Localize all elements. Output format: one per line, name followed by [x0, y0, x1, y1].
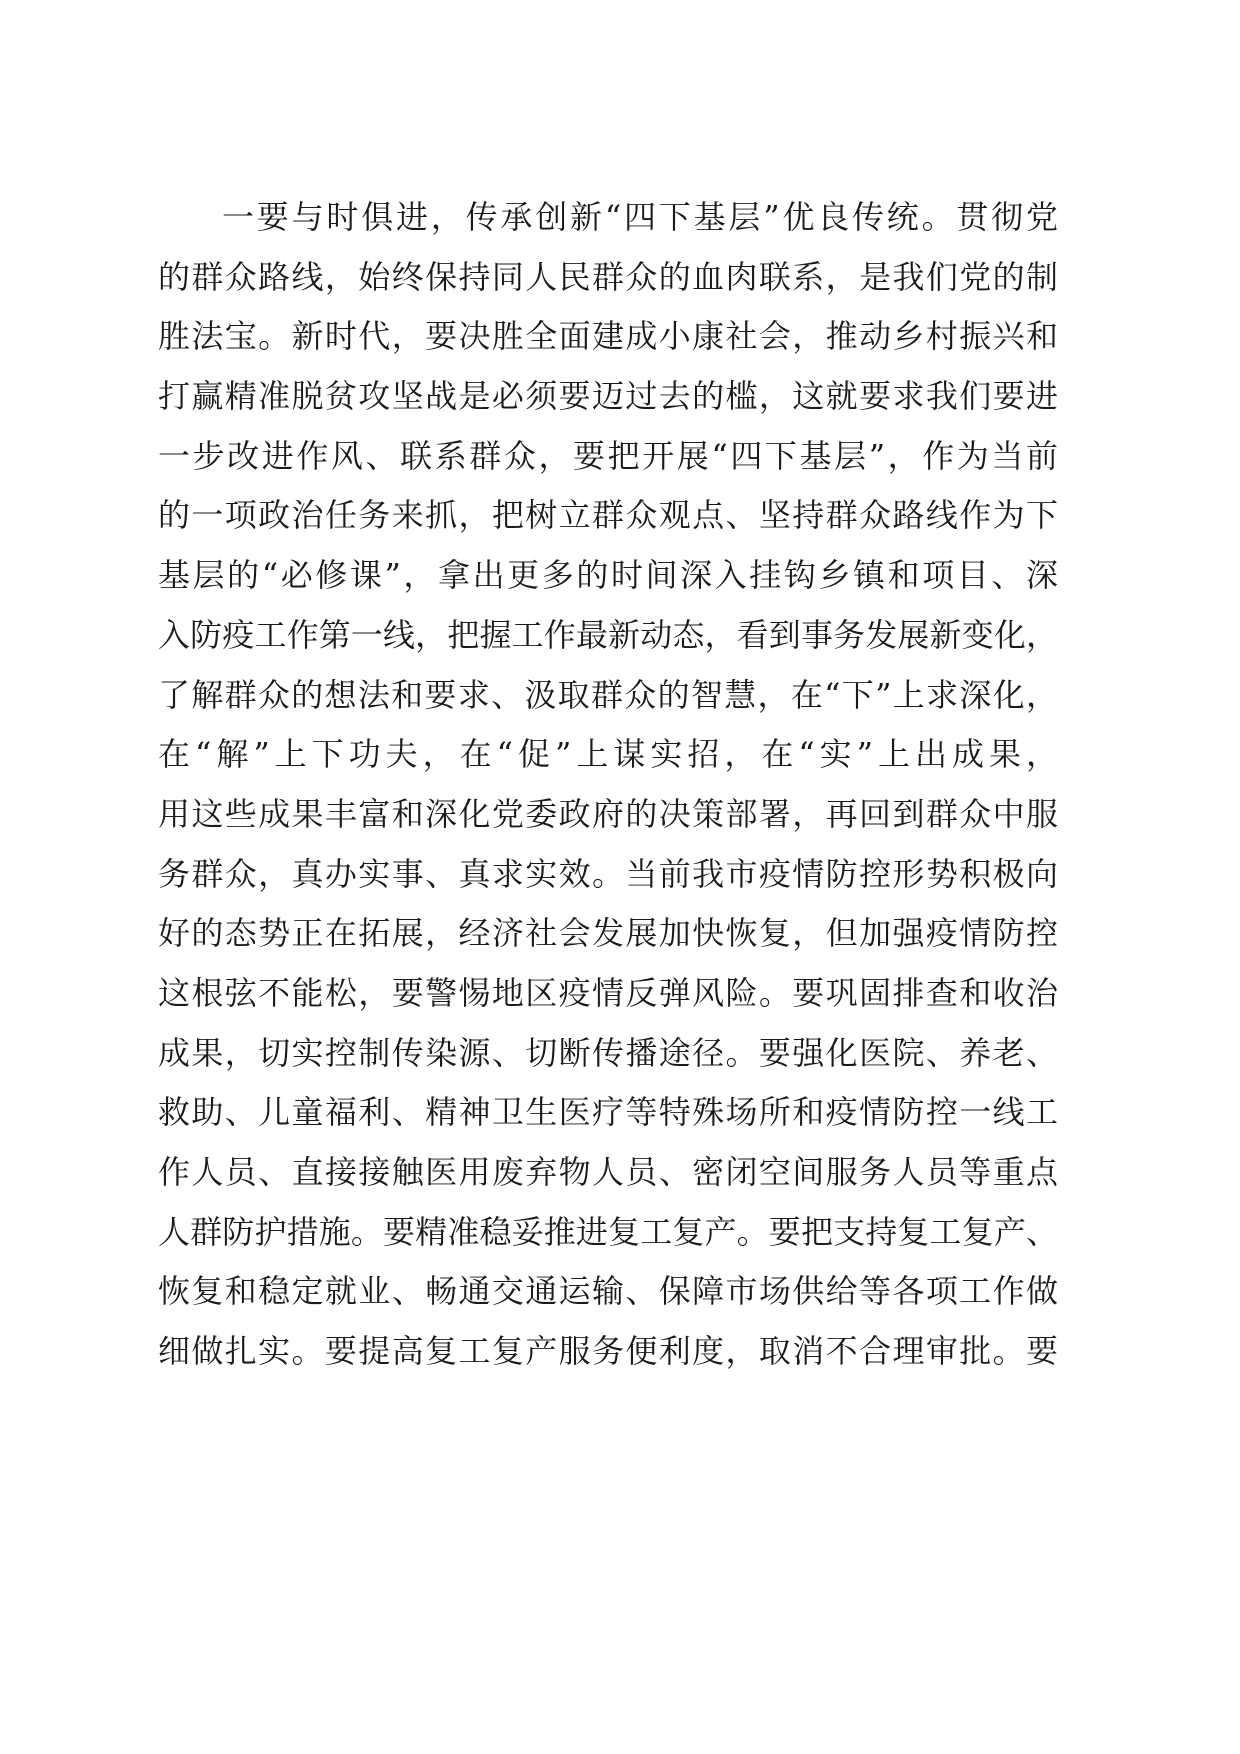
paragraph-line: 救助、儿童福利、精神卫生医疗等特殊场所和疫情防控一线工	[158, 1093, 1058, 1132]
paragraph-line: 用这些成果丰富和深化党委政府的决策部署，再回到群众中服	[158, 794, 1058, 833]
paragraph-line: 细做扎实。要提高复工复产服务便利度，取消不合理审批。要	[158, 1332, 1058, 1371]
paragraph-line: 在“解”上下功夫，在“促”上谋实招，在“实”上出成果，	[158, 735, 1058, 774]
paragraph-line: 一步改进作风、联系群众，要把开展“四下基层”，作为当前	[158, 436, 1058, 475]
paragraph-line: 一要与时俱进，传承创新“四下基层”优良传统。贯彻党	[222, 198, 1058, 236]
paragraph-line: 好的态势正在拓展，经济社会发展加快恢复，但加强疫情防控	[158, 914, 1058, 953]
paragraph-line: 了解群众的想法和要求、汲取群众的智慧，在“下”上求深化，	[158, 675, 1058, 714]
paragraph-line: 人群防护措施。要精准稳妥推进复工复产。要把支持复工复产、	[158, 1212, 1058, 1251]
paragraph-line: 成果，切实控制传染源、切断传播途径。要强化医院、养老、	[158, 1033, 1058, 1072]
paragraph-line: 这根弦不能松，要警惕地区疫情反弹风险。要巩固排查和收治	[158, 973, 1058, 1012]
paragraph-line: 胜法宝。新时代，要决胜全面建成小康社会，推动乡村振兴和	[158, 317, 1058, 356]
paragraph-line: 作人员、直接接触医用废弃物人员、密闭空间服务人员等重点	[158, 1153, 1058, 1191]
paragraph-line: 的群众路线，始终保持同人民群众的血肉联系，是我们党的制	[158, 257, 1058, 296]
paragraph-line: 基层的“必修课”，拿出更多的时间深入挂钩乡镇和项目、深	[158, 556, 1058, 595]
paragraph-line: 恢复和稳定就业、畅通交通运输、保障市场供给等各项工作做	[158, 1272, 1058, 1311]
paragraph-line: 务群众，真办实事、真求实效。当前我市疫情防控形势积极向	[158, 854, 1058, 893]
body-paragraph	[158, 188, 1058, 1382]
paragraph-line: 打赢精准脱贫攻坚战是必须要迈过去的槛，这就要求我们要进	[158, 377, 1058, 416]
paragraph-line: 的一项政治任务来抓，把树立群众观点、坚持群众路线作为下	[158, 496, 1058, 535]
paragraph-line: 入防疫工作第一线，把握工作最新动态，看到事务发展新变化，	[158, 615, 1058, 654]
